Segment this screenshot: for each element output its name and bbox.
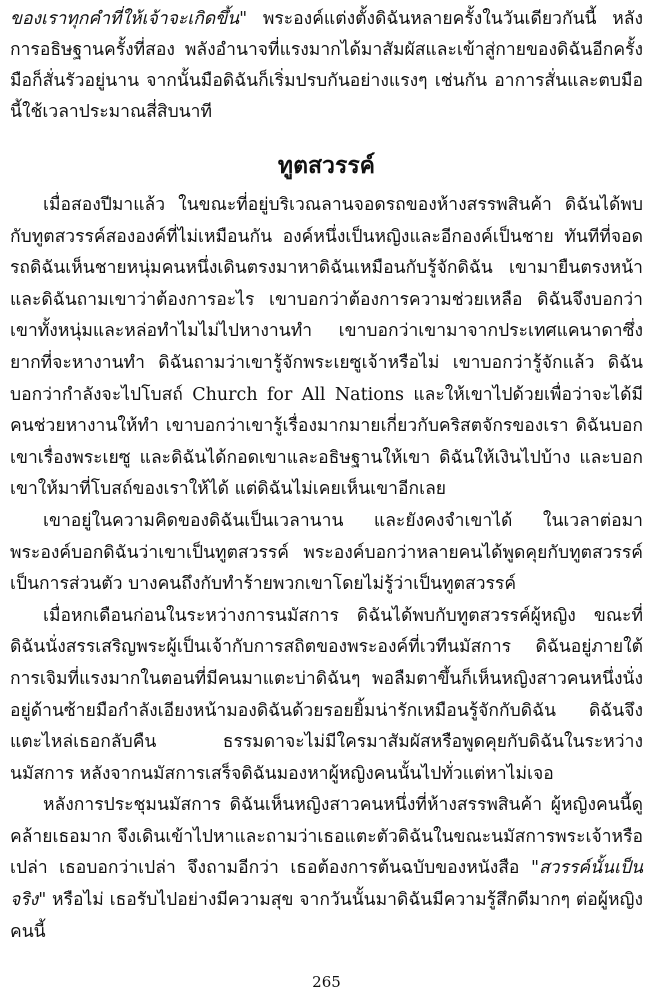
- section-title: ทูตสวรรค์: [277, 152, 376, 179]
- paragraph-4: [10, 790, 643, 948]
- intro-quote: ของเราทุกคำที่ให้เจ้าจะเกิดขึ้น": [10, 9, 248, 29]
- paragraph-3: เมื่อหกเดือนก่อนในระหว่างการนมัสการ ดิฉันได้พบกับทูตสวรรค์ผู้หญิง ขณะที่ดิฉันนั่งสรรเสริญพระผู้เป็นเจ้ากับการสถิตของพระองค์ที่เวทีนมัสการ ดิฉันอยู่ภายใต้การเจิมที่แรงมากในตอนที่มีคนมาแตะบ่าดิฉันๆ พอลืมตาขึ้นก็เห็นหญิงสาวคนหนึ่งนั่งอยู่ด้านซ้ายมือกำลังเอียงหน้ามองดิฉันด้วยรอยยิ้มน่ารักเหมือนรู้จักกับดิฉัน ดิฉันจึงแตะไหล่เธอกลับคืน ธรรมดาจะไม่มีใครมาสัมผัสหรือพูดคุยกับดิฉันในระหว่างนมัสการ หลังจากนมัสการเสร็จดิฉันมองหาผู้หญิงคนนั้นไปทั่วแต่หาไม่เจอ: [10, 605, 643, 784]
- book-title: "สวรรค์นั้นเป็นจริง": [10, 858, 643, 911]
- paragraph-4-text-start: หลังการประชุมนมัสการ ดิฉันเห็นหญิงสาวคนหนึ่งที่ห้างสรรพสินค้า ผู้หญิงคนนี้ดูคล้ายเธอมาก จึงเดินเข้าไปหาและถามว่าเธอแตะตัวดิฉันในขณะนมัสการพระเจ้าหรือเปล่า เธอบอกว่าเปล่า จึงถามอีกว่า เธอต้องการต้นฉบับของหนังสือ: [10, 795, 643, 879]
- intro-paragraph: [10, 4, 643, 128]
- intro-text: พระองค์แต่งตั้งดิฉันหลายครั้งในวันเดียวกันนี้ หลังการอธิษฐานครั้งที่สอง พลังอำนาจที่แรงมากได้มาสัมผัสและเข้าสู่กายของดิฉันอีกครั้ง มือก็สั่นรัวอยู่นาน จากนั้นมือดิฉันก็เริ่มปรบกันอย่างแรงๆ เช่นกัน อาการสั่นและตบมือนี้ใช้เวลาประมาณสี่สิบนาที: [10, 9, 643, 122]
- page-number: 265: [312, 973, 341, 991]
- paragraph-2: เขาอยู่ในความคิดของดิฉันเป็นเวลานาน และยังคงจำเขาได้ ในเวลาต่อมาพระองค์บอกดิฉันว่าเขาเป็นทูตสวรรค์ พระองค์บอกว่าหลายคนได้พูดคุยกับทูตสวรรค์เป็นการส่วนตัว บางคนถึงกับทำร้ายพวกเขาโดยไม่รู้ว่าเป็นทูตสวรรค์: [10, 510, 643, 595]
- paragraph-1: เมื่อสองปีมาแล้ว ในขณะที่อยู่บริเวณลานจอดรถของห้างสรรพสินค้า ดิฉันได้พบกับทูตสวรรค์สององค์ที่ไม่เหมือนกัน องค์หนึ่งเป็นหญิงและอีกองค์เป็นชาย ทันทีที่จอดรถดิฉันเห็นชายหนุ่มคนหนึ่งเดินตรงมาหาดิฉันเหมือนกับรู้จักดิฉัน เขามายืนตรงหน้าและดิฉันถามเขาว่าต้องการอะไร เขาบอกว่าต้องการความช่วยเหลือ ดิฉันจึงบอกว่าเขาทั้งหนุ่มและหล่อทำไมไม่ไปหางานทำ เขาบอกว่าเขามาจากประเทศแคนาดาซึ่งยากที่จะหางานทำ ดิฉันถามว่าเขารู้จักพระเยซูเจ้าหรือไม่ เขาบอกว่ารู้จักแล้ว ดิฉันบอกว่ากำลังจะไปโบสถ์ Church for All Nations และให้เขาไปด้วยเพื่อว่าจะได้มีคนช่วยหางานให้ทำ เขาบอกว่าเขารู้เรื่องมากมายเกี่ยวกับคริสตจักรของเรา ดิฉันบอกเขาเรื่องพระเยซู และดิฉันได้กอดเขาและอธิษฐานให้เขา ดิฉันให้เงินไปบ้าง และบอกเขาให้มาที่โบสถ์ของเราให้ได้ แต่ดิฉันไม่เคยเห็นเขาอีกเลย: [10, 195, 643, 500]
- paragraph-4-text-end: หรือไม่ เธอรับไปอย่างมีความสุข จากวันนั้นมาดิฉันมีความรู้สึกดีมากๆ ต่อผู้หญิงคนนี้: [10, 890, 643, 942]
